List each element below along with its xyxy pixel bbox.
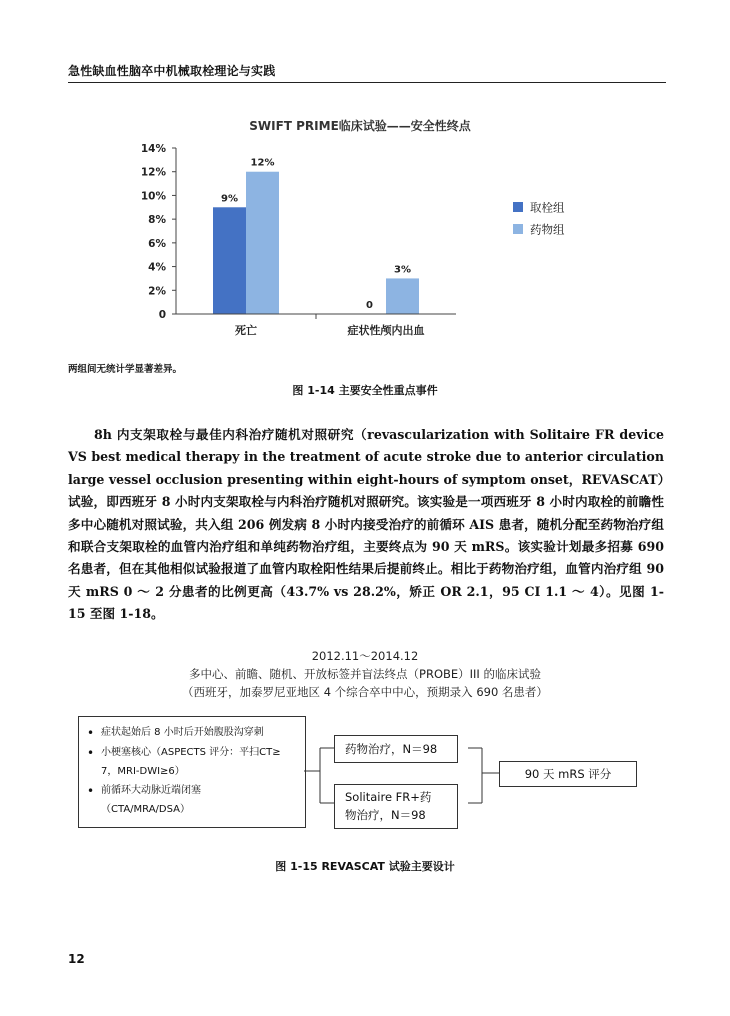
arm-medical-box: 药物治疗，N＝98 [334,735,458,763]
criteria-text: 前循环大动脉近端闭塞 [101,785,201,796]
diagram-date-line: 2012.11～2014.12 [311,649,419,663]
x-tick-label: 症状性颅内出血 [347,324,425,337]
y-tick-label: 6% [148,237,166,250]
chart-note: 两组间无统计学显著差异。 [68,364,183,375]
arm-device-box [334,784,458,829]
outcome-box: 90 天 mRS 评分 [499,761,637,787]
criteria-text: 小梗塞核心（ASPECTS 评分：平扫CT≥ [101,747,281,758]
body-paragraph: 8h 内支架取栓与最佳内科治疗随机对照研究（revascularization with Solitaire FR device VS best medical therapy in the treatment of acute stroke due to anterior circulation large vessel occlusion presenting within eight-hours of symptom onset，REVASCAT）试验，即西班牙 8 小时内支架取栓与内科治疗随机对照研究。该实验是一项西班牙 8 小时内取栓的前瞻性多中心随机对照试验，共入组 206 例发病 8 小时内接受治疗的前循环 AIS 患者，随机分配至药物治疗组和联合支架取栓的血管内治疗组和单纯药物治疗组，主要终点为 90 天 mRS。该实验计划最多招募 690 名患者，但在其他相似试验报道了血管内取栓阳性结果后提前终止。相比于药物治疗组，血管内治疗组 90 天 mRS 0 ～ 2 分患者的比例更高（43.7% vs 28.2%，矫正 OR 2.1，95 CI 1.1 ～ 4）。见图 1-15 至图 1-18。 [68,427,664,622]
arm-device-line: 物治疗，N＝98 [345,808,426,822]
data-label: 3% [394,264,411,276]
page-number: 12 [68,952,85,966]
y-tick-label: 0 [158,309,166,321]
y-tick-label: 10% [140,190,166,203]
data-label: 12% [250,157,275,169]
y-tick-label: 2% [148,285,166,298]
diagram-site-line: （西班牙，加泰罗尼亚地区 4 个综合卒中中心，预期录入 690 名患者） [182,685,548,699]
chart-title: SWIFT PRIME临床试验——安全性终点 [249,119,471,133]
diagram-design-line: 多中心、前瞻、随机、开放标签并盲法终点（PROBE）III 的临床试验 [189,667,541,681]
y-tick-label: 8% [148,214,166,227]
data-label: 9% [221,193,238,205]
criteria-text: 症状起始后 8 小时后开始腹股沟穿刺 [101,727,264,738]
data-label: 0 [366,300,373,311]
y-tick-label: 12% [140,166,166,179]
criteria-subtext: （CTA/MRA/DSA） [101,804,190,815]
x-tick-label: 死亡 [235,324,257,337]
figure-15-caption: 图 1-15 REVASCAT 试验主要设计 [275,860,455,873]
y-tick-label: 14% [140,143,166,155]
arm-device-line: Solitaire FR+药 [345,790,432,804]
criteria-subtext: 7，MRI-DWI≥6） [101,766,185,777]
running-head: 急性缺血性脑卒中机械取栓理论与实践 [68,64,276,78]
figure-14-caption: 图 1-14 主要安全性重点事件 [292,384,438,397]
legend-label: 药物组 [530,222,565,237]
legend-label: 取栓组 [530,200,565,215]
y-tick-label: 4% [148,261,166,274]
